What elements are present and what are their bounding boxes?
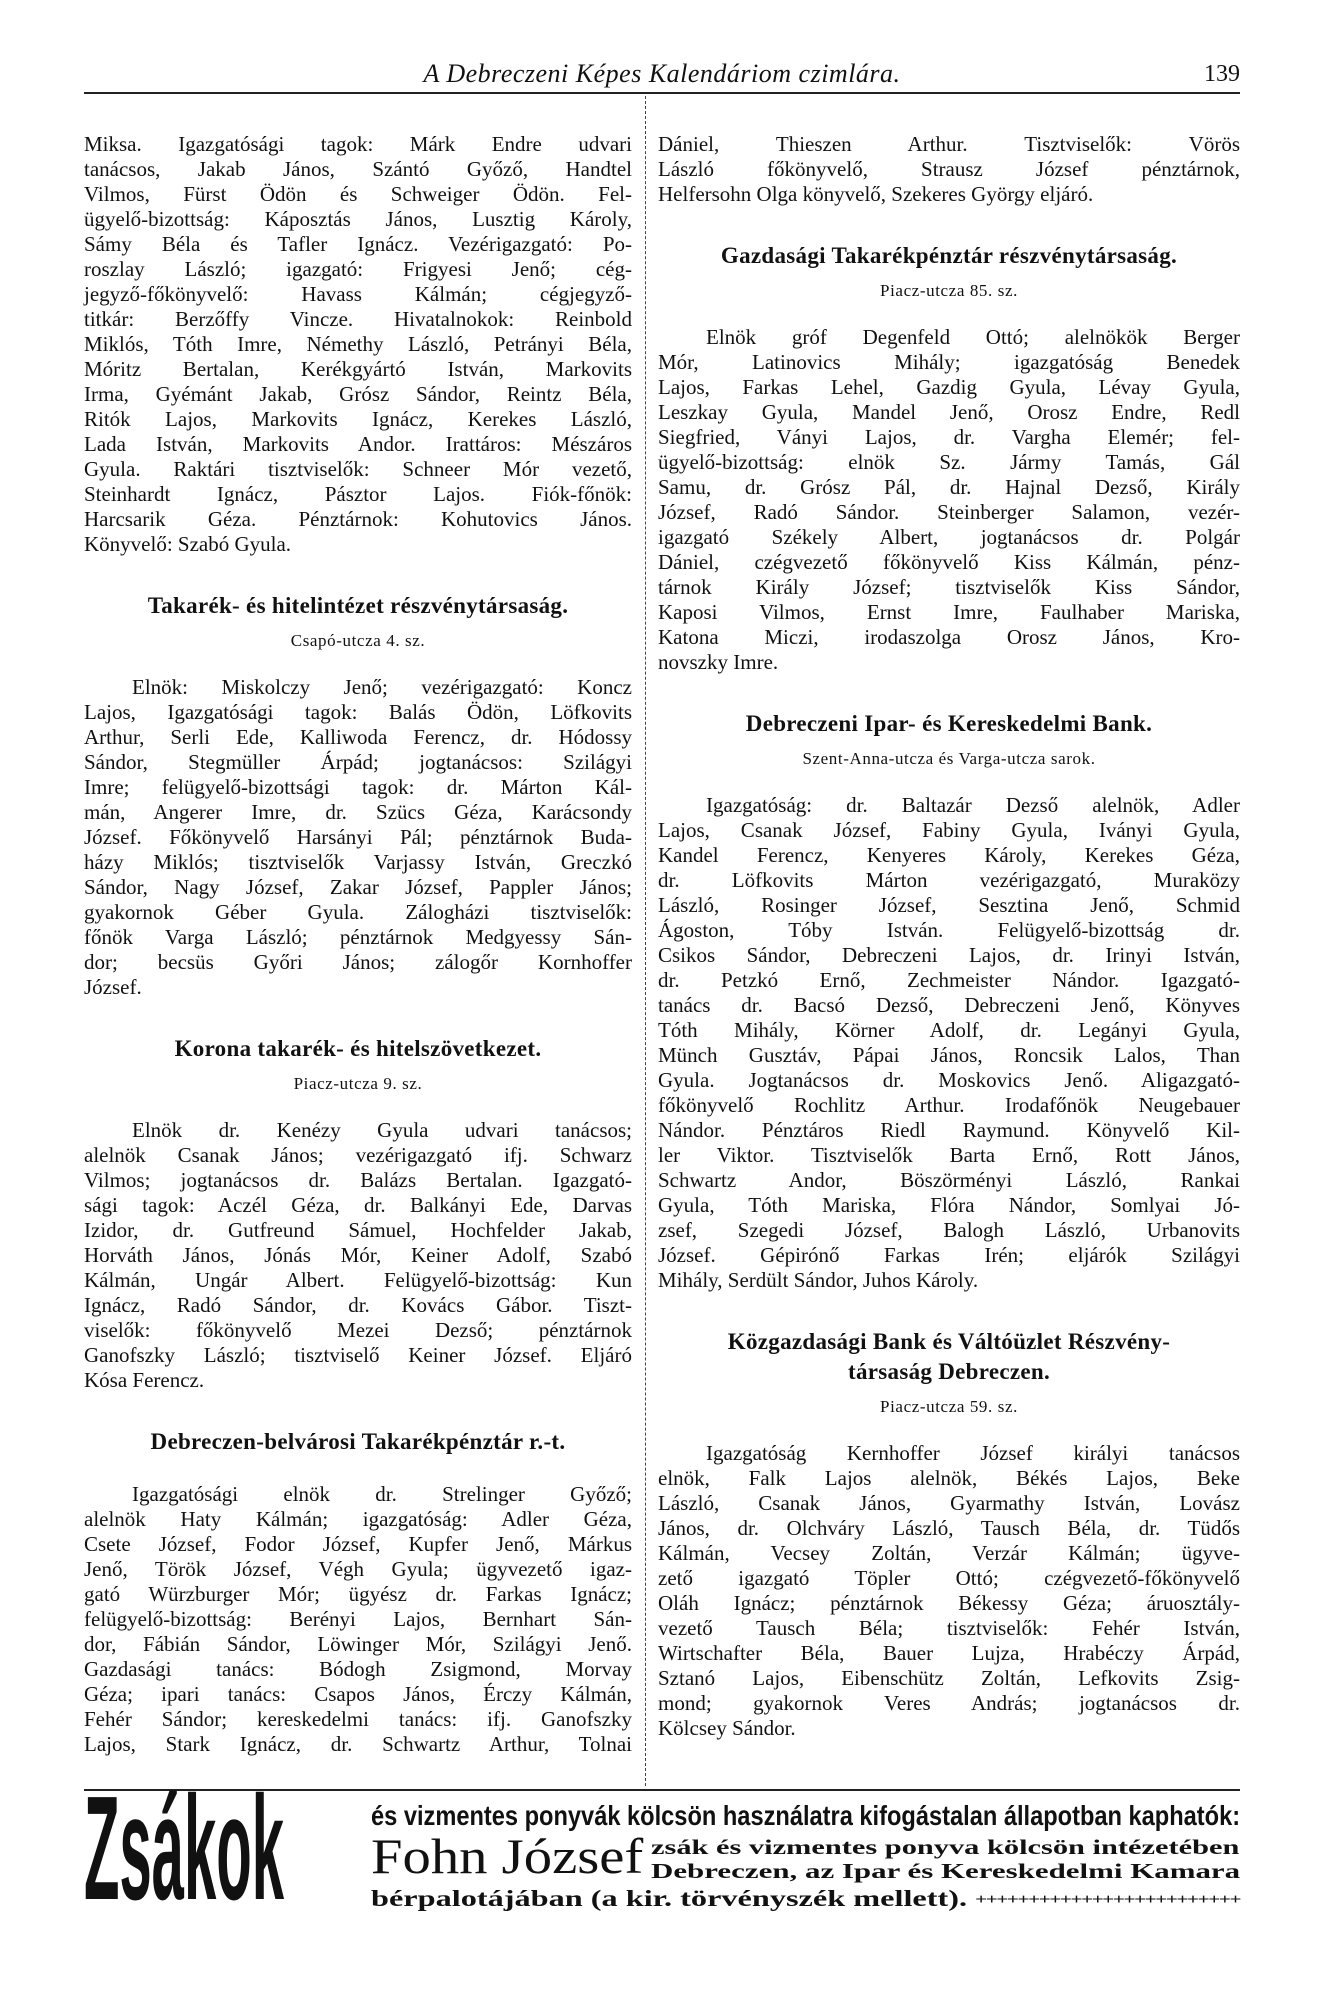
section-title-line: Korona takarék- és hitelszövetkezet. bbox=[174, 1036, 542, 1061]
text-line: Csete József, Fodor József, Kupfer Jenő, Márkus bbox=[84, 1532, 632, 1556]
ad-line-1: és vizmentes ponyvák kölcsön használatra kifogástalan állapotban kaphatók: bbox=[371, 1800, 1241, 1831]
paragraph bbox=[658, 325, 1240, 675]
ad-ornament: +++++++++++++++++++++++++ bbox=[975, 1892, 1241, 1908]
text-line: tárnok Király József; tisztviselők Kiss Sándor, bbox=[658, 575, 1240, 599]
text-line: Csikos Sándor, Debreczeni Lajos, dr. Irinyi István, bbox=[658, 943, 1240, 967]
text-line: felügyelő-bizottság: Berényi Lajos, Bernhart Sán- bbox=[84, 1607, 632, 1631]
text-line: Wirtschafter Béla, Bauer Lujza, Hrabéczy Árpád, bbox=[658, 1641, 1240, 1665]
text-line: Elnök gróf Degenfeld Ottó; alelnökök Berger bbox=[706, 325, 1240, 349]
advertisement bbox=[84, 1766, 1241, 1931]
text-line: Ritók Lajos, Markovits Ignácz, Kerekes László, bbox=[84, 407, 632, 431]
header-rule bbox=[84, 92, 1240, 94]
section-title-line: Debreczeni Ipar- és Kereskedelmi Bank. bbox=[745, 711, 1153, 736]
paragraph bbox=[84, 1118, 632, 1393]
running-title: A Debreczeni Képes Kalendáriom czimlára. bbox=[423, 59, 901, 88]
text-line: József. Gépirónő Farkas Irén; eljárók Szilágyi bbox=[658, 1243, 1240, 1267]
text-line: Samu, dr. Grósz Pál, dr. Hajnal Dezső, Király bbox=[658, 475, 1240, 499]
paragraph bbox=[658, 793, 1240, 1293]
text-line: Sándor, Nagy József, Zakar József, Pappler János; bbox=[84, 875, 632, 899]
text-line: ügyelő-bizottság: Káposztás János, Lusztig Károly, bbox=[84, 207, 632, 231]
text-line: tanácsos, Jakab János, Szántó Győző, Handtel bbox=[84, 157, 632, 181]
paragraph bbox=[84, 1482, 632, 1757]
paragraph bbox=[658, 132, 1240, 207]
text-line: tanács dr. Bacsó Dezső, Debreczeni Jenő, Könyves bbox=[658, 993, 1240, 1017]
section-title-line: Takarék- és hitelintézet részvénytársaság. bbox=[147, 593, 569, 618]
left-column bbox=[84, 132, 632, 1757]
text-line: gyakornok Géber Gyula. Zálogházi tisztviselők: bbox=[84, 900, 632, 924]
text-line: Tóth Mihály, Körner Adolf, dr. Legányi Gyula, bbox=[658, 1018, 1240, 1042]
text-line: Kaposi Vilmos, Ernst Imre, Faulhaber Mariska, bbox=[658, 600, 1240, 624]
section-address: Piacz-utcza 85. sz. bbox=[880, 281, 1018, 300]
text-line: Katona Miczi, irodaszolga Orosz János, Kro- bbox=[658, 625, 1240, 649]
text-line: jegyző-főkönyvelő: Havass Kálmán; cégjegyző- bbox=[84, 282, 632, 306]
text-line: Sándor, Stegmüller Árpád; jogtanácsos: Szilágyi bbox=[84, 750, 632, 774]
text-line: Gyula. Jogtanácsos dr. Moskovics Jenő. Aligazgató- bbox=[658, 1068, 1240, 1092]
text-line: novszky Imre. bbox=[658, 650, 779, 674]
section bbox=[658, 709, 1240, 1293]
text-line: dr. Löfkovits Márton vezérigazgató, Muraközy bbox=[658, 868, 1240, 892]
text-line: Géza; ipari tanács: Csapos János, Érczy Kálmán, bbox=[84, 1682, 632, 1706]
text-line: Ganofszky László; tisztviselő Keiner József. Eljáró bbox=[84, 1343, 632, 1367]
text-line: József. bbox=[84, 975, 142, 999]
running-head bbox=[84, 58, 1240, 90]
ad-detail-line: zsák és vizmentes ponyva kölcsön intézetében bbox=[651, 1835, 1240, 1859]
section-title bbox=[84, 1034, 632, 1064]
text-line: Miklós, Tóth Imre, Némethy László, Petrányi Béla, bbox=[84, 332, 632, 356]
section-title-line: társaság Debreczen. bbox=[848, 1359, 1050, 1384]
text-line: Leszkay Gyula, Mandel Jenő, Orosz Endre, Redl bbox=[658, 400, 1240, 424]
text-line: Oláh Ignácz; pénztárnok Békessy Géza; áruosztály- bbox=[658, 1591, 1240, 1615]
section bbox=[84, 1034, 632, 1393]
text-line: Könyvelő: Szabó Gyula. bbox=[84, 532, 292, 556]
text-line: titkár: Berzőffy Vincze. Hivatalnokok: Reinbold bbox=[84, 307, 632, 331]
text-line: Izidor, dr. Gutfreund Sámuel, Hochfelder Jakab, bbox=[84, 1218, 632, 1242]
text-line: László, Rosinger József, Sesztina Jenő, Schmid bbox=[658, 893, 1240, 917]
text-line: Gazdasági tanács: Bódogh Zsigmond, Morvay bbox=[84, 1657, 632, 1681]
text-line: dor, Fábián Sándor, Löwinger Mór, Szilágyi Jenő. bbox=[84, 1632, 632, 1656]
text-line: Vilmos, Fürst Ödön és Schweiger Ödön. Fel- bbox=[84, 182, 632, 206]
text-line: mond; gyakornok Veres András; jogtanácsos dr. bbox=[658, 1691, 1240, 1715]
text-line: Mihály, Serdült Sándor, Juhos Károly. bbox=[658, 1268, 979, 1292]
text-line: László főkönyvelő, Strausz József pénztárnok, bbox=[658, 157, 1240, 181]
text-line: János, dr. Olchváry László, Tausch Béla, dr. Tüdős bbox=[658, 1516, 1240, 1540]
text-line: Imre; felügyelő-bizottsági tagok: dr. Márton Kál- bbox=[84, 775, 632, 799]
section-address: Szent-Anna-utcza és Varga-utcza sarok. bbox=[802, 749, 1096, 768]
section-address: Piacz-utcza 59. sz. bbox=[880, 1397, 1018, 1416]
text-line: Nándor. Pénztáros Riedl Raymund. Könyvelő Kil- bbox=[658, 1118, 1240, 1142]
page-number: 139 bbox=[1204, 61, 1240, 87]
section-address: Csapó-utcza 4. sz. bbox=[290, 631, 426, 650]
text-line: zető igazgató Töpler Ottó; czégvezető-főkönyvelő bbox=[658, 1566, 1240, 1590]
text-line: mán, Angerer Imre, dr. Szücs Géza, Karácsondy bbox=[84, 800, 632, 824]
section-title bbox=[658, 1327, 1240, 1387]
section bbox=[84, 1427, 632, 1757]
text-line: Lajos, Farkas Lehel, Gazdig Gyula, Lévay Gyula, bbox=[658, 375, 1240, 399]
section-title bbox=[658, 709, 1240, 739]
text-line: házy Miklós; tisztviselők Varjassy István, Greczkó bbox=[84, 850, 632, 874]
text-line: Gyula. Raktári tisztviselők: Schneer Mór vezető, bbox=[84, 457, 632, 481]
text-line: Dániel, czégvezető főkönyvelő Kiss Kálmán, pénz- bbox=[658, 550, 1240, 574]
text-line: Ignácz, Radó Sándor, dr. Kovács Gábor. Tiszt- bbox=[84, 1293, 632, 1317]
text-line: László, Csanak János, Gyarmathy István, Lovász bbox=[658, 1491, 1240, 1515]
section-title-line: Közgazdasági Bank és Váltóüzlet Részvény- bbox=[727, 1329, 1171, 1354]
text-line: József, Radó Sándor. Steinberger Salamon, vezér- bbox=[658, 500, 1240, 524]
paragraph bbox=[658, 1441, 1240, 1741]
text-line: Horváth János, Jónás Mór, Keiner Adolf, Szabó bbox=[84, 1243, 632, 1267]
text-line: Miksa. Igazgatósági tagok: Márk Endre udvari bbox=[84, 132, 632, 156]
text-line: Steinhardt Ignácz, Pásztor Lajos. Fiók-főnök: bbox=[84, 482, 632, 506]
section-address: Piacz-utcza 9. sz. bbox=[293, 1074, 423, 1093]
paragraph bbox=[84, 675, 632, 1000]
text-line: zsef, Szegedi József, Balogh László, Urbanovits bbox=[658, 1218, 1240, 1242]
text-line: roszlay László; igazgató: Frigyesi Jenő; cég- bbox=[84, 257, 632, 281]
paragraph bbox=[84, 132, 632, 557]
section-title bbox=[84, 1427, 632, 1457]
text-line: Vilmos; jogtanácsos dr. Balázs Bertalan. Igazgató- bbox=[84, 1168, 632, 1192]
text-line: Kölcsey Sándor. bbox=[658, 1716, 796, 1740]
section bbox=[658, 241, 1240, 675]
text-line: Mór, Latinovics Mihály; igazgatóság Benedek bbox=[658, 350, 1240, 374]
text-line: Kósa Ferencz. bbox=[84, 1368, 205, 1392]
text-line: Kandel Ferencz, Kenyeres Károly, Kerekes Géza, bbox=[658, 843, 1240, 867]
text-line: Dániel, Thieszen Arthur. Tisztviselők: Vörös bbox=[658, 132, 1240, 156]
ad-detail-line: Debreczen, az Ipar és Kereskedelmi Kamara bbox=[651, 1859, 1241, 1883]
section-title bbox=[658, 241, 1240, 271]
text-line: Kálmán, Ungár Albert. Felügyelő-bizottság: Kun bbox=[84, 1268, 632, 1292]
text-line: alelnök Csanak János; vezérigazgató ifj. Schwarz bbox=[84, 1143, 632, 1167]
text-line: Lajos, Stark Ignácz, dr. Schwartz Arthur, Tolnai bbox=[84, 1732, 632, 1756]
text-line: Münch Gusztáv, Pápai János, Roncsik Lalos, Than bbox=[658, 1043, 1240, 1067]
text-line: főnök Varga László; pénztárnok Medgyessy Sán- bbox=[84, 925, 632, 949]
text-line: Jenő, Török József, Végh Gyula; ügyvezető igaz- bbox=[84, 1557, 632, 1581]
section-title-line: Gazdasági Takarékpénztár részvénytársaság. bbox=[720, 243, 1178, 268]
ad-headline: Zsákok bbox=[84, 1766, 285, 1931]
text-line: Sztanó Lajos, Eibenschütz Zoltán, Lefkovits Zsig- bbox=[658, 1666, 1240, 1690]
text-line: Sámy Béla és Tafler Ignácz. Vezérigazgató: Po- bbox=[84, 232, 632, 256]
text-line: Irma, Gyémánt Jakab, Grósz Sándor, Reintz Béla, bbox=[84, 382, 632, 406]
text-line: alelnök Haty Kálmán; igazgatóság: Adler Géza, bbox=[84, 1507, 632, 1531]
text-line: Siegfried, Ványi Lajos, dr. Vargha Elemér; fel- bbox=[658, 425, 1240, 449]
text-line: Fehér Sándor; kereskedelmi tanács: ifj. Ganofszky bbox=[84, 1707, 632, 1731]
text-line: József. Főkönyvelő Harsányi Pál; pénztárnok Buda- bbox=[84, 825, 632, 849]
section bbox=[658, 1327, 1240, 1741]
text-line: ler Viktor. Tisztviselők Barta Ernő, Rott János, bbox=[658, 1143, 1240, 1167]
text-line: Lada István, Markovits Andor. Irattáros: Mészáros bbox=[84, 432, 632, 456]
section-title-line: Debreczen-belvárosi Takarékpénztár r.-t. bbox=[150, 1429, 566, 1454]
text-line: vezető Tausch Béla; tisztviselők: Fehér István, bbox=[658, 1616, 1240, 1640]
text-line: Harcsarik Géza. Pénztárnok: Kohutovics János. bbox=[84, 507, 632, 531]
right-column bbox=[658, 132, 1240, 1741]
text-line: főkönyvelő Rochlitz Arthur. Irodafőnök Neugebauer bbox=[658, 1093, 1240, 1117]
text-line: Elnök dr. Kenézy Gyula udvari tanácsos; bbox=[132, 1118, 632, 1142]
text-line: elnök, Falk Lajos alelnök, Békés Lajos, Beke bbox=[658, 1466, 1240, 1490]
text-line: Ágoston, Tóby István. Felügyelő-bizottság dr. bbox=[658, 918, 1240, 942]
text-line: Elnök: Miskolczy Jenő; vezérigazgató: Koncz bbox=[132, 675, 632, 699]
text-line: Gyula, Tóth Mariska, Flóra Nándor, Somlyai Jó- bbox=[658, 1193, 1240, 1217]
text-line: Igazgatósági elnök dr. Strelinger Győző; bbox=[132, 1482, 632, 1506]
text-line: sági tagok: Aczél Géza, dr. Balkányi Ede, Darvas bbox=[84, 1193, 632, 1217]
section-title bbox=[84, 591, 632, 621]
text-line: Arthur, Serli Ede, Kalliwoda Ferencz, dr. Hódossy bbox=[84, 725, 632, 749]
text-line: igazgató Székely Albert, jogtanácsos dr. Polgár bbox=[658, 525, 1240, 549]
ad-address: bérpalotájában (a kir. törvényszék mellett). bbox=[371, 1886, 968, 1911]
ad-company-name: Fohn József bbox=[371, 1828, 644, 1884]
text-line: Kálmán, Vecsey Zoltán, Verzár Kálmán; ügyve- bbox=[658, 1541, 1240, 1565]
text-line: Igazgatóság: dr. Baltazár Dezső alelnök, Adler bbox=[706, 793, 1240, 817]
column-divider bbox=[645, 96, 646, 1786]
text-line: dr. Petzkó Ernő, Zechmeister Nándor. Igazgató- bbox=[658, 968, 1240, 992]
text-line: gató Würzburger Mór; ügyész dr. Farkas Ignácz; bbox=[84, 1582, 632, 1606]
ad-line-3 bbox=[371, 1886, 1240, 1913]
text-line: Lajos, Igazgatósági tagok: Balás Ödön, Löfkovits bbox=[84, 700, 632, 724]
text-line: Lajos, Csanak József, Fabiny Gyula, Iványi Gyula, bbox=[658, 818, 1240, 842]
text-line: ügyelő-bizottság: elnök Sz. Jármy Tamás, Gál bbox=[658, 450, 1240, 474]
text-line: viselők: főkönyvelő Mezei Dezső; pénztárnok bbox=[84, 1318, 632, 1342]
text-line: Schwartz Andor, Böszörményi László, Rankai bbox=[658, 1168, 1240, 1192]
text-line: Móritz Bertalan, Kerékgyártó István, Markovits bbox=[84, 357, 632, 381]
text-line: Helfersohn Olga könyvelő, Szekeres György eljáró. bbox=[658, 182, 1094, 206]
text-line: Igazgatóság Kernhoffer József királyi tanácsos bbox=[706, 1441, 1240, 1465]
section bbox=[84, 591, 632, 1000]
text-line: dor; becsüs Győri János; zálogőr Kornhoffer bbox=[84, 950, 632, 974]
